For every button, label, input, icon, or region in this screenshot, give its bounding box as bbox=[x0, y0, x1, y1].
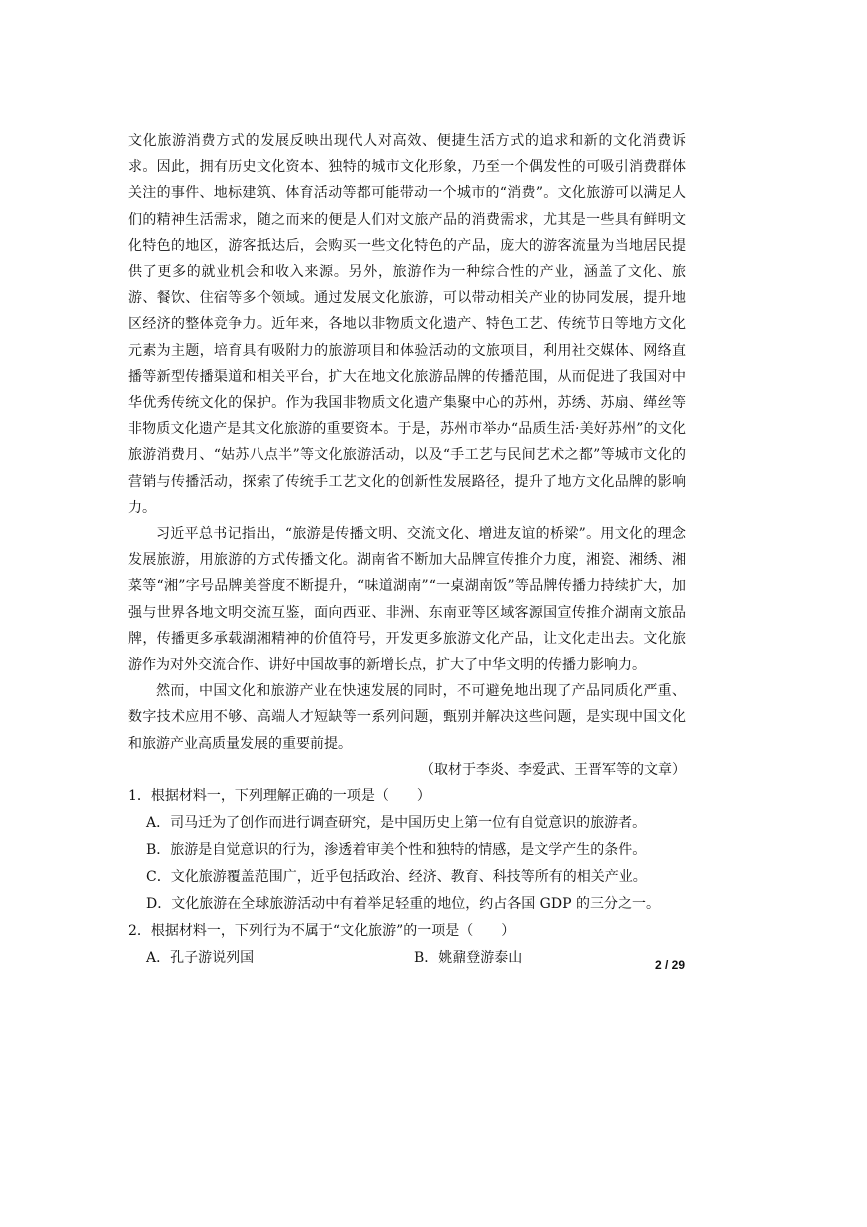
page-number: 2 / 29 bbox=[654, 958, 685, 972]
main-text bbox=[128, 128, 686, 972]
question-1-option-a: A．司马迁为了创作而进行调查研究，是中国历史上第一位有自觉意识的旅游者。 bbox=[146, 815, 647, 832]
question-2-stem: 2．根据材料一，下列行为不属于“文化旅游”的一项是（ ） bbox=[128, 923, 516, 940]
question-1-option-c: C．文化旅游覆盖范围广，近乎包括政治、经济、教育、科技等所有的相关产业。 bbox=[146, 869, 647, 886]
paragraph-2: 习近平总书记指出，“旅游是传播文明、交流文化、增进友谊的桥梁”。用文化的理念发展旅游，用旅游的方式传播文化。湖南省不断加大品牌宣传推介力度，湘瓷、湘绣、湘菜等“湘”字号品牌美誉度不断提升，“味道湖南”“一桌湖南饭”等品牌传播力持续扩大，加强与世界各地文明交流互鉴，面向西亚、非洲、东南亚等区域客源国宣传推介湖南文旅品牌，传播更多承载湖湘精神的价值符号，开发更多旅游文化产品，让文化走出去。文化旅游作为对外交流合作、讲好中国故事的新增长点，扩大了中华文明的传播力影响力。 bbox=[128, 526, 686, 674]
question-2-option-a: A．孔子游说列国 bbox=[146, 950, 255, 967]
paragraph-3: 然而，中国文化和旅游产业在快速发展的同时，不可避免地出现了产品同质化严重、数字技术应用不够、高端人才短缺等一系列问题，甄别并解决这些问题，是实现中国文化和旅游产业高质量发展的重要前提。 bbox=[128, 683, 686, 752]
question-1-option-d: D．文化旅游在全球旅游活动中有着举足轻重的地位，约占各国 GDP 的三分之一。 bbox=[146, 896, 660, 913]
question-2-option-b: B．姚鼐登游泰山 bbox=[414, 950, 523, 967]
question-1-stem: 1．根据材料一，下列理解正确的一项是（ ） bbox=[128, 788, 431, 805]
question-1-option-b: B．旅游是自觉意识的行为，渗透着审美个性和独特的情感，是文学产生的条件。 bbox=[146, 842, 647, 859]
question-2-options bbox=[128, 945, 686, 972]
paragraph-1: 文化旅游消费方式的发展反映出现代人对高效、便捷生活方式的追求和新的文化消费诉求。因此，拥有历史文化资本、独特的城市文化形象，乃至一个偶发性的可吸引消费群体关注的事件、地标建筑、体育活动等都可能带动一个城市的“消费”。文化旅游可以满足人们的精神生活需求，随之而来的便是人们对文旅产品的消费需求，尤其是一些具有鲜明文化特色的地区，游客抵达后，会购买一些文化特色的产品，庞大的游客流量为当地居民提供了更多的就业机会和收入来源。另外，旅游作为一种综合性的产业，涵盖了文化、旅游、餐饮、住宿等多个领域。通过发展文化旅游，可以带动相关产业的协同发展，提升地区经济的整体竞争力。近年来，各地以非物质文化遗产、特色工艺、传统节日等地方文化元素为主题，培育具有吸附力的旅游项目和体验活动的文旅项目，利用社交媒体、网络直播等新型传播渠道和相关平台，扩大在地文化旅游品牌的传播范围，从而促进了我国对中华优秀传统文化的保护。作为我国非物质文化遗产集聚中心的苏州，苏绣、苏扇、缂丝等非物质文化遗产是其文化旅游的重要资本。于是，苏州市举办“品质生活·美好苏州”的文化旅游消费月、“姑苏八点半”等文化旅游活动，以及“手工艺与民间艺术之都”等城市文化的营销与传播活动，探索了传统手工艺文化的创新性发展路径，提升了地方文化品牌的影响力。 bbox=[128, 133, 686, 516]
source-citation: （取材于李炎、李爱武、王晋军等的文章） bbox=[420, 761, 686, 778]
